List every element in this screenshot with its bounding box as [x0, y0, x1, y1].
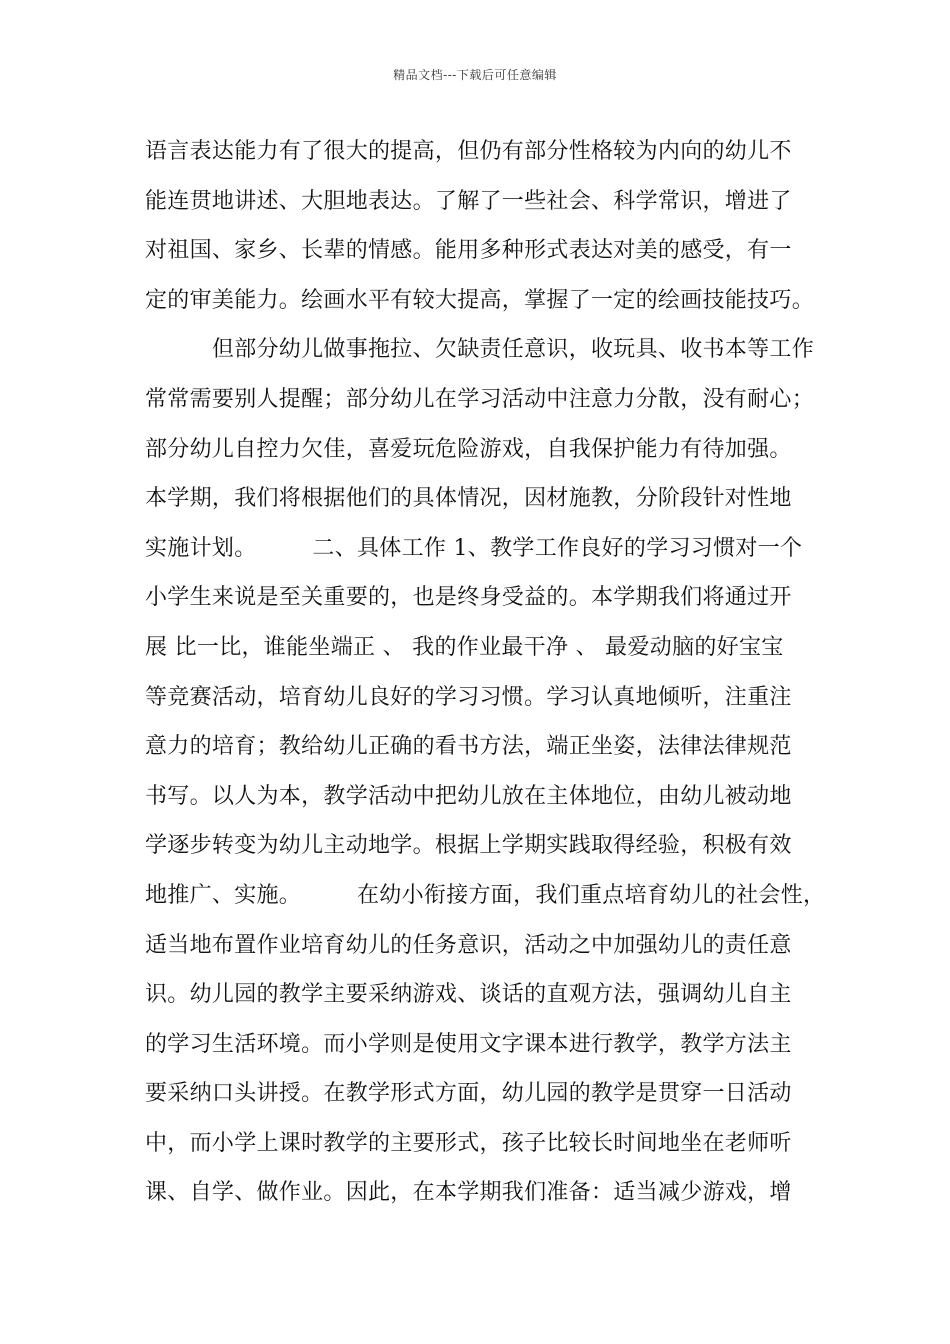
text-line: 等竞赛活动，培育幼儿良好的学习习惯。学习认真地倾听，注重注 — [145, 684, 792, 710]
page-header: 精品文档---下载后可任意编辑 — [393, 68, 557, 82]
text-line: 常常需要别人提醒；部分幼儿在学习活动中注意力分散，没有耐心； — [145, 386, 815, 412]
text-line: 识。幼儿园的教学主要采纳游戏、谈话的直观方法，强调幼儿自主 — [145, 982, 792, 1008]
document-body — [145, 132, 825, 1223]
text-line: 意力的培育；教给幼儿正确的看书方法，端正坐姿，法律法律规范 — [145, 734, 792, 760]
text-line: 中，而小学上课时教学的主要形式，孩子比较长时间地坐在老师听 — [145, 1130, 792, 1156]
text-line: 要采纳口头讲授。在教学形式方面，幼儿园的教学是贯穿一日活动 — [145, 1081, 792, 1107]
text-line: 语言表达能力有了很大的提高，但仍有部分性格较为内向的幼儿不 — [145, 139, 792, 164]
text-line: 对祖国、家乡、长辈的情感。能用多种形式表达对美的感受，有一 — [145, 238, 792, 264]
text-line: 学逐步转变为幼儿主动地学。根据上学期实践取得经验，积极有效 — [145, 833, 792, 859]
text-line: 书写。以人为本，教学活动中把幼儿放在主体地位，由幼儿被动地 — [145, 783, 792, 809]
text-line: 的学习生活环境。而小学则是使用文字课本进行教学，教学方法主 — [145, 1031, 792, 1057]
text-line: 适当地布置作业培育幼儿的任务意识，活动之中加强幼儿的责任意 — [145, 932, 792, 958]
text-line: 能连贯地讲述、大胆地表达。了解了一些社会、科学常识，增进了 — [145, 188, 792, 214]
text-line: 课、自学、做作业。因此，在本学期我们准备：适当减少游戏，增 — [145, 1180, 792, 1206]
text-line: 实施计划。 二、具体工作 1、教学工作良好的学习习惯对一个 — [145, 535, 803, 561]
text-line: 本学期，我们将根据他们的具体情况，因材施教，分阶段针对性地 — [145, 486, 792, 512]
text-line: 定的审美能力。绘画水平有较大提高，掌握了一定的绘画技能技巧。 — [145, 287, 815, 313]
text-line: 小学生来说是至关重要的，也是终身受益的。本学期我们将通过开 — [145, 585, 792, 611]
text-line: 展 比一比，谁能坐端正 、 我的作业最干净 、 最爱动脑的好宝宝 — [145, 634, 784, 660]
text-line: 部分幼儿自控力欠佳，喜爱玩危险游戏，自我保护能力有待加强。 — [145, 436, 792, 462]
text-line: 但部分幼儿做事拖拉、欠缺责任意识，收玩具、收书本等工作 — [145, 337, 815, 363]
text-line: 地推广、实施。 在幼小衔接方面，我们重点培育幼儿的社会性， — [145, 882, 826, 908]
